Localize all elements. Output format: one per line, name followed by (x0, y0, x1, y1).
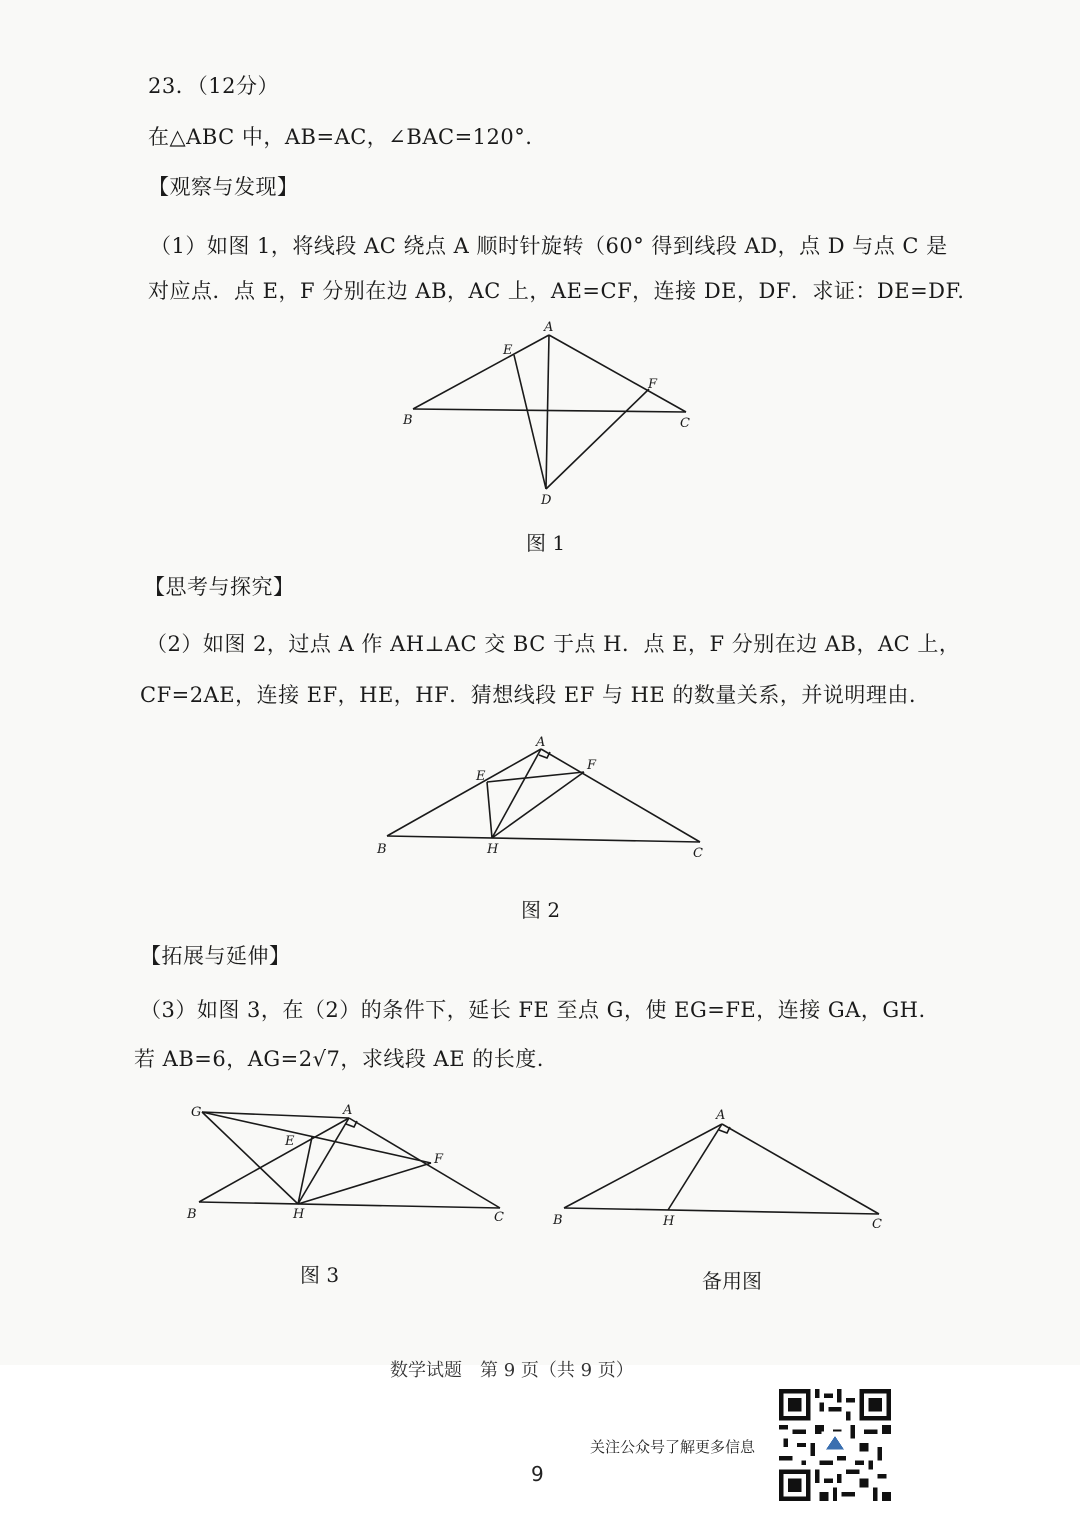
segment-eh (298, 1137, 312, 1204)
segment-ed (514, 355, 546, 489)
label-a: A (536, 735, 546, 750)
page-number: 9 (531, 1462, 544, 1486)
segment-bc (564, 1208, 879, 1214)
segment-ad (546, 335, 549, 489)
segment-ac (722, 1124, 879, 1214)
figure-1 (390, 315, 710, 515)
segment-ab (564, 1124, 722, 1208)
label-e: E (285, 1134, 295, 1149)
label-h: H (487, 842, 499, 857)
figure-3-caption: 图 3 (300, 1263, 340, 1287)
label-f: F (648, 377, 658, 392)
figure-2-caption: 图 2 (521, 898, 561, 922)
label-h: H (293, 1207, 305, 1222)
label-a: A (716, 1108, 726, 1123)
label-c: C (494, 1210, 504, 1225)
segment-ac (541, 749, 700, 842)
section1-line1: （1）如图 1，将线段 AC 绕点 A 顺时针旋转（60° 得到线段 AD，点 D 与点 C 是 (150, 234, 948, 258)
segment-gh (202, 1112, 298, 1204)
figure-backup (545, 1100, 890, 1235)
segment-hf (492, 772, 584, 838)
qr-caption: 关注公众号了解更多信息 (590, 1438, 756, 1456)
segment-ab (413, 335, 549, 409)
section3-line1: （3）如图 3，在（2）的条件下，延长 FE 至点 G，使 EG=FE，连接 GA，GH. (140, 998, 926, 1022)
segment-ah (668, 1124, 722, 1210)
segment-bc (199, 1202, 500, 1208)
section1-line2: 对应点．点 E，F 分别在边 AB，AC 上，AE=CF，连接 DE，DF．求证：DE=DF. (148, 279, 965, 303)
label-c: C (693, 846, 703, 861)
label-f: F (434, 1152, 444, 1167)
label-b: B (187, 1207, 197, 1222)
section2-line1: （2）如图 2，过点 A 作 AH⊥AC 交 BC 于点 H．点 E，F 分别在边 AB，AC 上， (146, 632, 961, 656)
label-d: D (541, 493, 552, 508)
qr-code-icon[interactable] (779, 1389, 891, 1501)
segment-gf (202, 1112, 431, 1163)
segment-ef (487, 772, 584, 782)
segment-fd (546, 389, 649, 489)
page-footer-cropped: 数学试题 第 9 页（共 9 页） (390, 1360, 634, 1381)
problem-given: 在△ABC 中，AB=AC，∠BAC=120°. (148, 125, 533, 149)
label-a: A (544, 320, 554, 335)
section2-line2: CF=2AE，连接 EF，HE，HF．猜想线段 EF 与 HE 的数量关系，并说明理由. (140, 683, 917, 707)
label-f: F (587, 758, 597, 773)
segment-ac (349, 1118, 500, 1208)
label-e: E (503, 343, 513, 358)
label-a: A (343, 1103, 353, 1118)
label-b: B (403, 413, 413, 428)
label-e: E (476, 769, 486, 784)
label-c: C (872, 1217, 882, 1232)
section3-line2: 若 AB=6，AG=2√7，求线段 AE 的长度. (134, 1047, 544, 1071)
segment-bc (413, 409, 686, 412)
section3-title: 【拓展与延伸】 (140, 944, 291, 968)
segment-ac (549, 335, 686, 412)
section2-title: 【思考与探究】 (144, 575, 295, 599)
figure-1-caption: 图 1 (526, 531, 566, 555)
label-b: B (553, 1213, 563, 1228)
figure-3 (180, 1095, 510, 1230)
label-h: H (663, 1214, 675, 1229)
figure-2 (370, 725, 720, 865)
section1-title: 【观察与发现】 (148, 175, 299, 199)
label-b: B (377, 842, 387, 857)
segment-bc (387, 836, 700, 842)
label-g: G (191, 1105, 202, 1120)
problem-header: 23．（12分） (148, 74, 279, 98)
segment-eh (487, 782, 492, 838)
figure-backup-caption: 备用图 (702, 1269, 762, 1293)
label-c: C (680, 416, 690, 431)
